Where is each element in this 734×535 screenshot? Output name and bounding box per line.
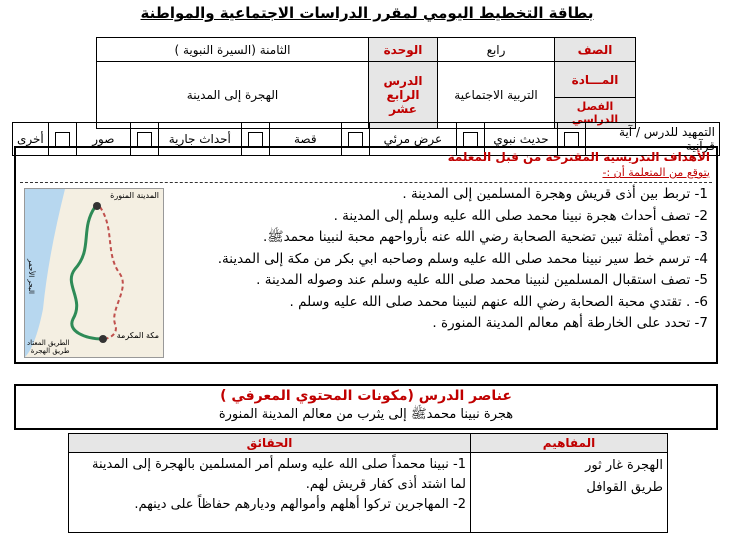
map-label-makkah: مكة المكرمة [116,331,159,340]
map-legend-item: الطريق المعتاد [27,339,70,347]
intro-label: التمهيد للدرس / آية قرآنية [586,123,720,156]
unit-label: الوحدة [369,38,438,62]
map-legend-item: طريق الهجرة [30,347,70,355]
goal-item: 5- تصف استقبال المسلمين لنبينا محمد صلى الله عليه وسلم عند وصوله المدينة . [256,272,708,288]
route-line-green [71,207,103,339]
goal-item: 1- تربط بين أذى قريش وهجرة المسلمين إلى المدينة . [402,186,708,202]
goals-subheader: يتوقع من المتعلمة أن :- [602,166,710,179]
fact-item: 2- المهاجرين تركوا أهلهم وأموالهم وديارهم حفاظاً على دينهم. [134,497,466,512]
goal-item: 3- تعطي أمثلة تبين تضحية الصحابة رضي الله عنه بأرواحهم محبة لنبينا محمدﷺ. [263,229,708,245]
elements-line: هجرة نبينا محمدﷺ إلى يثرب من معالم المدينة المنورة [218,407,514,422]
makkah-dot [99,335,107,343]
map-legend [27,339,70,355]
checkbox-story[interactable] [348,132,363,147]
route-line-red [100,207,123,339]
subject-value: التربية الاجتماعية [438,62,555,129]
option-images: صور [76,123,130,156]
goals-header: الأهداف التدريسية المقترحة من قبل المعلمة [447,150,710,164]
concepts-cell [471,453,668,533]
concepts-line: الهجرة غار ثور [585,458,663,473]
option-other: أخرى [13,123,49,156]
map-label-sea: البحر الأحمر [27,259,35,294]
goals-section [14,146,718,364]
option-hadith: حديث نبوي [485,123,558,156]
option-story: قصة [269,123,341,156]
checkbox-images[interactable] [137,132,152,147]
goals-list [178,184,708,335]
subject-label: المـــادة [555,62,636,98]
goal-item: 2- تصف أحداث هجرة نبينا محمد صلى الله عليه وسلم إلى المدينة . [333,207,708,224]
concepts-line: طريق القوافل [586,480,663,495]
page-title: بطاقة التخطيط اليومي لمقرر الدراسات الاجتماعية والمواطنة [140,4,594,22]
lesson-value: الهجرة إلى المدينة [97,62,369,129]
lesson-label: الدرس الرابع عشر [369,62,438,129]
unit-value: الثامنة (السيرة النبوية ) [97,38,369,62]
fact-item: 1- نبينا محمداً صلى الله عليه وسلم أمر المسلمين بالهجرة إلى المدينة لما اشتد أذى كفار قريش لهم. [92,457,466,492]
concepts-table [68,433,668,533]
grade-label: الصف [555,38,636,62]
lesson-elements [14,384,718,430]
dashed-divider [20,182,712,183]
goal-item: 6- . تقتدي محبة الصحابة رضي الله عنهم لنبينا محمد صلى الله عليه وسلم . [289,293,708,310]
option-video: عرض مرئي [369,123,456,156]
checkbox-video[interactable] [463,132,478,147]
hijra-route-map [24,188,164,358]
facts-header: الحقائق [69,434,471,453]
term-label: الفصل الدراسي [555,98,636,129]
goal-item: 4- ترسم خط سير نبينا محمد صلى الله عليه وسلم وصاحبه ابي بكر من مكة إلى المدينة. [217,250,708,267]
option-events: أحداث جارية [158,123,241,156]
checkbox-other[interactable] [55,132,70,147]
elements-header: عناصر الدرس (مكونات المحتوي المعرفي ) [220,388,512,404]
goal-item: 7- تحدد على الخارطة أهم معالم المدينة المنورة . [432,315,708,331]
grade-value: رابع [438,38,555,62]
map-label-madinah: المدينة المنورة [110,191,159,200]
checkbox-hadith[interactable] [564,132,579,147]
info-table [96,37,636,129]
concepts-header: المفاهيم [471,434,668,453]
facts-cell [69,453,471,533]
madinah-dot [93,202,101,210]
checkbox-events[interactable] [248,132,263,147]
